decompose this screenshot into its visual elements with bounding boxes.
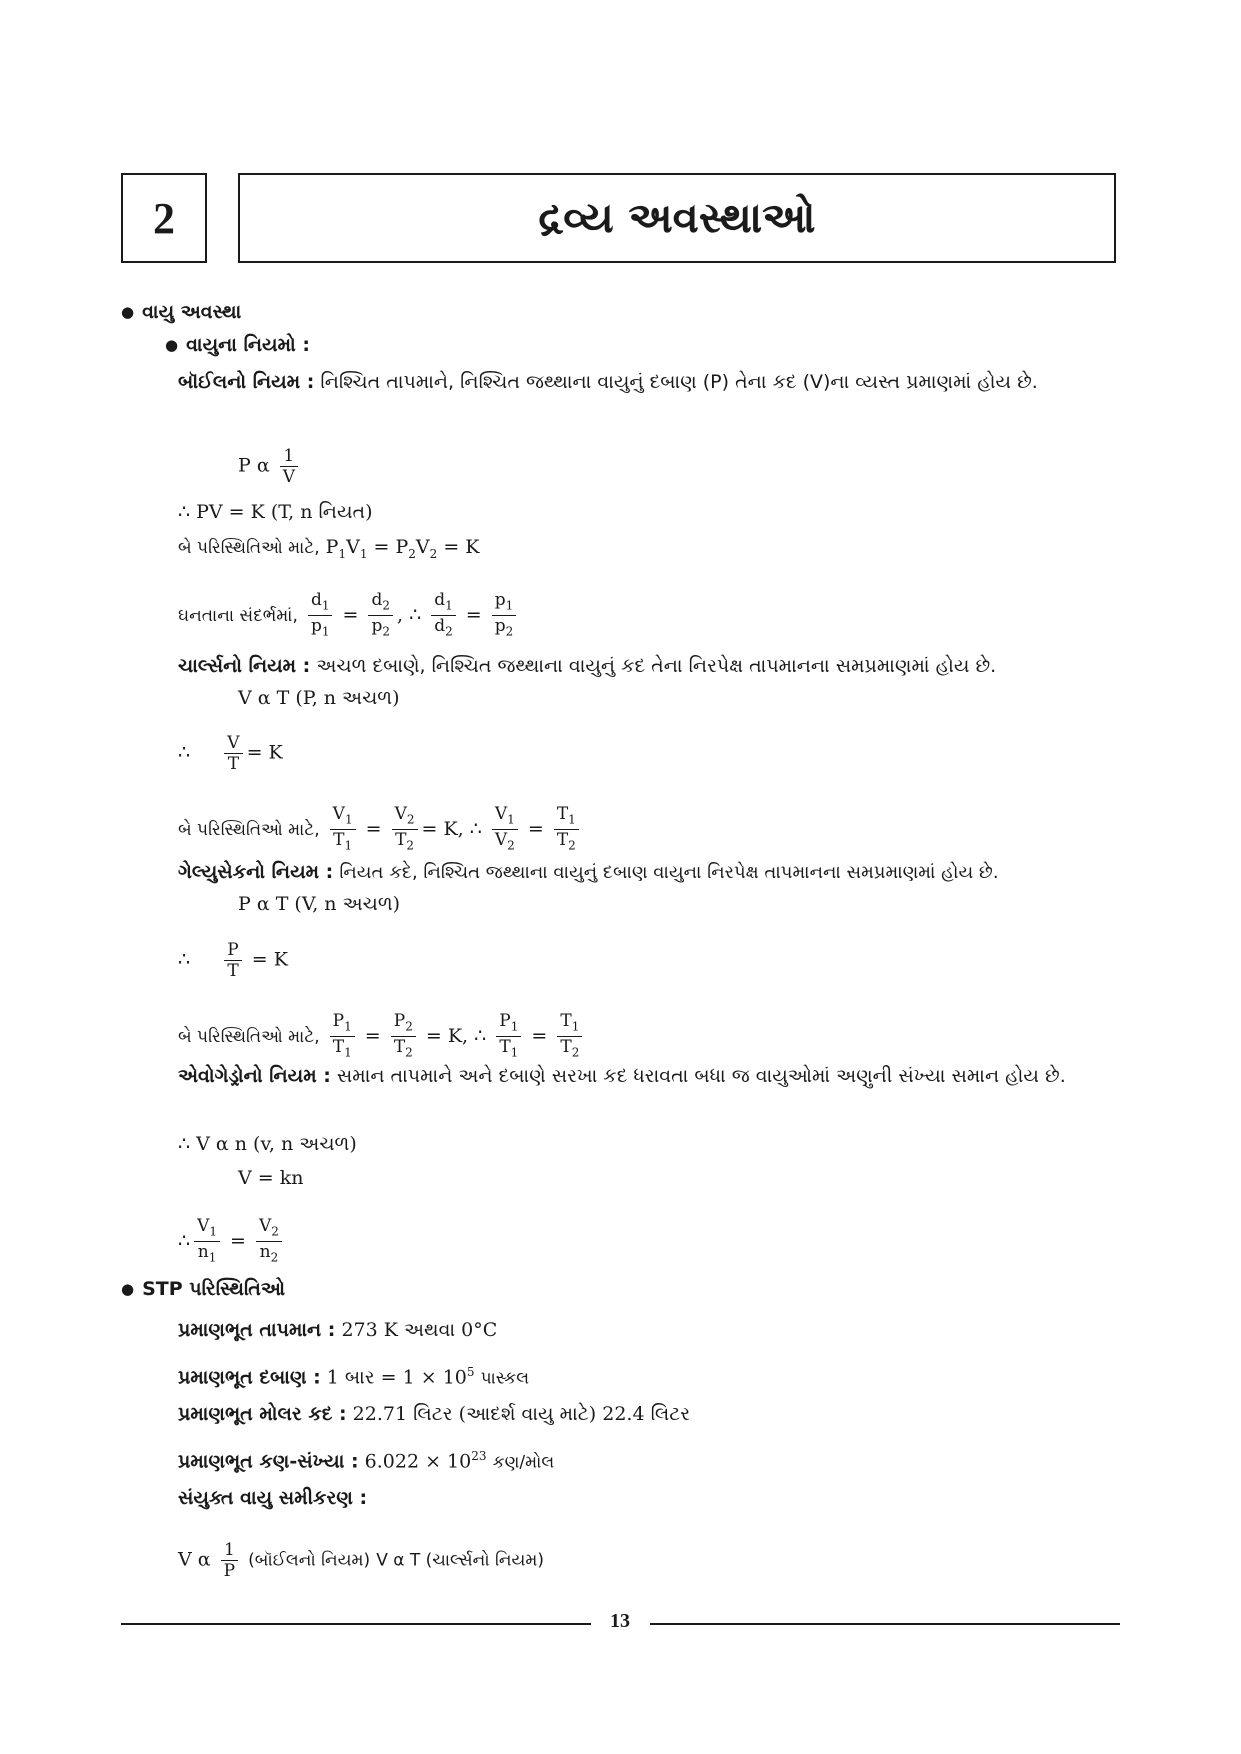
section-heading-gas-state: ● વાયુ અવસ્થા — [121, 300, 241, 325]
gaylussac-law-title: ગેલ્યુસેકનો નિયમ : — [178, 861, 334, 883]
combined-gas-equation-heading: સંયુક્ત વાયુ સમીકરણ : — [178, 1487, 368, 1509]
charles-law-title: ચાર્લ્સનો નિયમ : — [178, 655, 311, 677]
fraction-1-over-v: $\frac{1}{V}$ — [280, 446, 298, 487]
avogadro-eq-proportional: ∴ V α n (v, n અચળ) — [178, 1133, 357, 1155]
avogadro-law-text: સમાન તાપમાને અને દબાણે સરખા કદ ધરાવતા બધા જ વાયુઓમાં અણુની સંખ્યા સમાન હોય છે. — [336, 1065, 1066, 1087]
stp-pressure: પ્રમાણભૂત દબાણ : 1 બાર = $1 \times 10^5$ પાસ્કલ — [178, 1365, 530, 1389]
charles-law-text: અચળ દબાણે, નિશ્ચિત જથ્થાના વાયુનું કદ તેના નિરપેક્ષ તાપમાનના સમપ્રમાણમાં હોય છે. — [316, 655, 997, 677]
gaylussac-eq-proportional: P α T (V, n અચળ) — [238, 893, 401, 915]
gaylussac-law-paragraph — [178, 856, 1118, 889]
chapter-number: 2 — [121, 173, 207, 263]
boyle-law-title: બૉઈલનો નિયમ : — [178, 371, 315, 393]
avogadro-law-title: એવોગેડ્રોનો નિયમ : — [178, 1065, 331, 1087]
combined-gas-equation: V α $\frac{1}{P}$ (બૉઈલનો નિયમ) V α T (ચાર્લ્સનો નિયમ) — [178, 1540, 545, 1581]
page-number: 13 — [610, 1610, 630, 1632]
boyle-law-text: નિશ્ચિત તાપમાને, નિશ્ચિત જથ્થાના વાયુનું દબાણ (P) તેના કદ (V)ના વ્યસ્ત પ્રમાણમાં હોય છે. — [320, 371, 1038, 393]
charles-eq-proportional: V α T (P, n અચળ) — [238, 687, 400, 709]
stp-particle-count: પ્રમાણભૂત કણ-સંખ્યા : $6.022 \times 10^{23}$ કણ/મોલ — [178, 1449, 555, 1473]
boyle-eq-pv: ∴ PV = K (T, n નિયત) — [178, 501, 373, 523]
stp-molar-volume: પ્રમાણભૂત મોલર કદ : 22.71 લિટર (આદર્શ વાયુ માટે) 22.4 લિટર — [178, 1403, 691, 1425]
avogadro-law-paragraph — [178, 1060, 1118, 1092]
footer-rule-right — [650, 1623, 1120, 1625]
charles-law-paragraph — [178, 650, 1118, 682]
gaylussac-eq-two-states: બે પરિસ્થિતિઓ માટે, $\frac{P_1}{T_1}$ = $\frac{P_2}{T_2}$ = K, ∴ $\frac{P_1}{T_1}$ = $\frac{T_1}{T_2}$ — [178, 1011, 586, 1063]
gaylussac-eq-pt: ∴ $\frac{P}{T}$ = K — [178, 940, 288, 981]
chapter-title: દ્રવ્ય અવસ્થાઓ — [238, 173, 1116, 263]
avogadro-eq-ratio: ∴ $\frac{V_1}{n_1}$ = $\frac{V_2}{n_2}$ — [178, 1216, 286, 1268]
subheading-gas-laws: ● વાયુના નિયમો : — [165, 333, 310, 358]
section-heading-stp: ● STP પરિસ્થિતિઓ — [121, 1277, 285, 1302]
avogadro-eq-kn: V = kn — [238, 1167, 304, 1189]
gaylussac-law-text: નિયત કદે, નિશ્ચિત જથ્થાના વાયુનું દબાણ વાયુના નિરપેક્ષ તાપમાનના સમપ્રમાણમાં હોય છે. — [339, 862, 999, 883]
boyle-eq-proportional: P α $\frac{1}{V}$ — [238, 446, 302, 487]
charles-eq-vt: ∴ $\frac{V}{T}$ = K — [178, 733, 283, 774]
boyle-eq-two-states: બે પરિસ્થિતિઓ માટે, $P_1V_1 = P_2V_2 = K$ — [178, 536, 480, 561]
footer-rule-left — [121, 1623, 591, 1625]
charles-eq-two-states: બે પરિસ્થિતિઓ માટે, $\frac{V_1}{T_1}$ = $\frac{V_2}{T_2}$ = K, ∴ $\frac{V_1}{V_2}$ = $\frac{T_1}{T_2}$ — [178, 804, 583, 856]
stp-temperature: પ્રમાણભૂત તાપમાન : 273 K અથવા 0°C — [178, 1319, 498, 1341]
boyle-law-paragraph — [178, 366, 1118, 398]
boyle-eq-density: ઘનતાના સંદર્ભમાં, $\frac{d_1}{p_1}$ = $\frac{d_2}{p_2}$ , ∴ $\frac{d_1}{d_2}$ = $\frac{p_1}{p_2}$ — [178, 590, 520, 642]
